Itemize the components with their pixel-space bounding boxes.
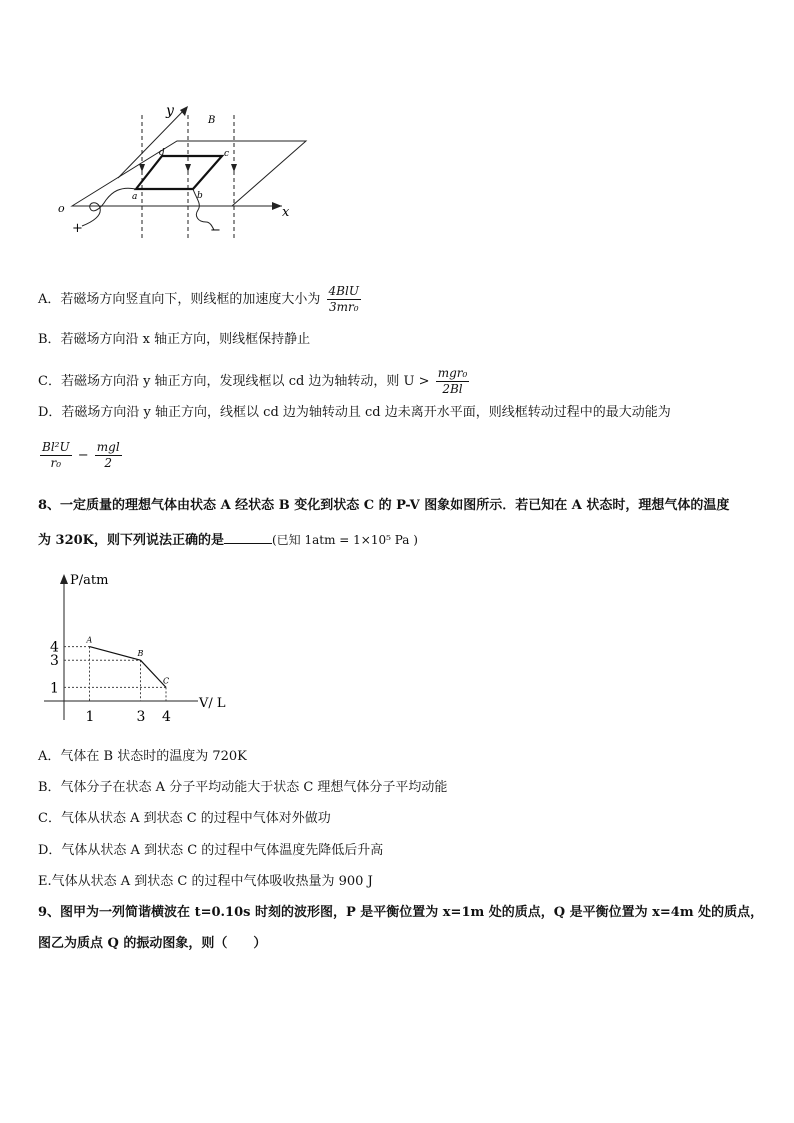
q7-option-b: B．若磁场方向沿 x 轴正方向，则线框保持静止 [38,332,311,347]
y-tick-3: 3 [50,653,59,670]
magnetic-frame-figure [0,0,794,250]
point-label-B: B [137,649,144,659]
y-axis-label: y [166,103,174,119]
q7-a-fraction: $\frac{\text{4BlU}}{\text{3mr₀}}$ [328,284,359,314]
q8-option-e: E.气体从状态 A 到状态 C 的过程中气体吸收热量为 900 J [38,874,373,889]
y-tick-4: 4 [50,639,59,656]
q8-option-a: A．气体在 B 状态时的温度为 720K [38,749,247,764]
plus-terminal-label: + [72,221,83,236]
x-axis-label: x [282,205,290,220]
b-field-label: B [208,115,216,126]
vertex-a-label: a [132,192,138,202]
q7-option-a: A．若磁场方向竖直向下，则线框的加速度大小为 $\frac{\text{4BlU}}{\text{3mr₀}}$ [38,284,359,314]
q7-d-expression: $\frac{\text{Bl²U}}{\text{r₀}}$ − $\frac{\text{mgl}}{2}$ [42,440,120,470]
q9-stem-line1: 9、图甲为一列简谐横波在 t=0.10s 时刻的波形图，P 是平衡位置为 x=1m 处的质点，Q 是平衡位置为 x=4m 处的质点， [38,905,764,920]
q8-option-c: C．气体从状态 A 到状态 C 的过程中气体对外做功 [38,811,331,826]
y-tick-1: 1 [50,680,59,697]
answer-blank [224,531,272,544]
vertex-d-label: d [159,148,165,158]
q8-option-b: B．气体分子在状态 A 分子平均动能大于状态 C 理想气体分子平均动能 [38,780,448,795]
x-axis-title: V/ L [199,696,226,711]
q8-option-d: D．气体从状态 A 到状态 C 的过程中气体温度先降低后升高 [38,843,384,858]
x-tick-1: 1 [85,709,95,725]
q8-stem-line1: 8、一定质量的理想气体由状态 A 经状态 B 变化到状态 C 的 P-V 图象如图所示．若已知在 A 状态时，理想气体的温度 [38,498,730,513]
minus-terminal-label: − [210,223,221,238]
vertex-c-label: c [224,149,230,159]
vertex-b-label: b [197,191,203,201]
point-label-C: C [163,676,170,686]
pv-chart [0,560,794,740]
y-axis-title: P/atm [70,573,109,588]
origin-label: o [58,202,65,215]
point-label-A: A [86,635,93,645]
q7-c-fraction: $\frac{\text{mgr₀}}{2Bl}$ [437,366,468,396]
x-tick-4: 4 [162,709,171,725]
q9-stem-line2: 图乙为质点 Q 的振动图象，则（ ） [38,936,267,951]
q7-option-c: C．若磁场方向沿 y 轴正方向，发现线框以 cd 边为轴转动，则 U > $\frac{\text{mgr₀}}{2Bl}$ [38,366,468,396]
q8-stem-line2: 为 320K，则下列说法正确的是 (已知 1atm = 1×10⁵ Pa ) [38,533,418,548]
q7-option-d: D．若磁场方向沿 y 轴正方向，线框以 cd 边为轴转动且 cd 边未离开水平面，则线框转动过程中的最大动能为 [38,405,671,420]
x-tick-3: 3 [136,709,146,725]
segment-AB [90,647,141,661]
